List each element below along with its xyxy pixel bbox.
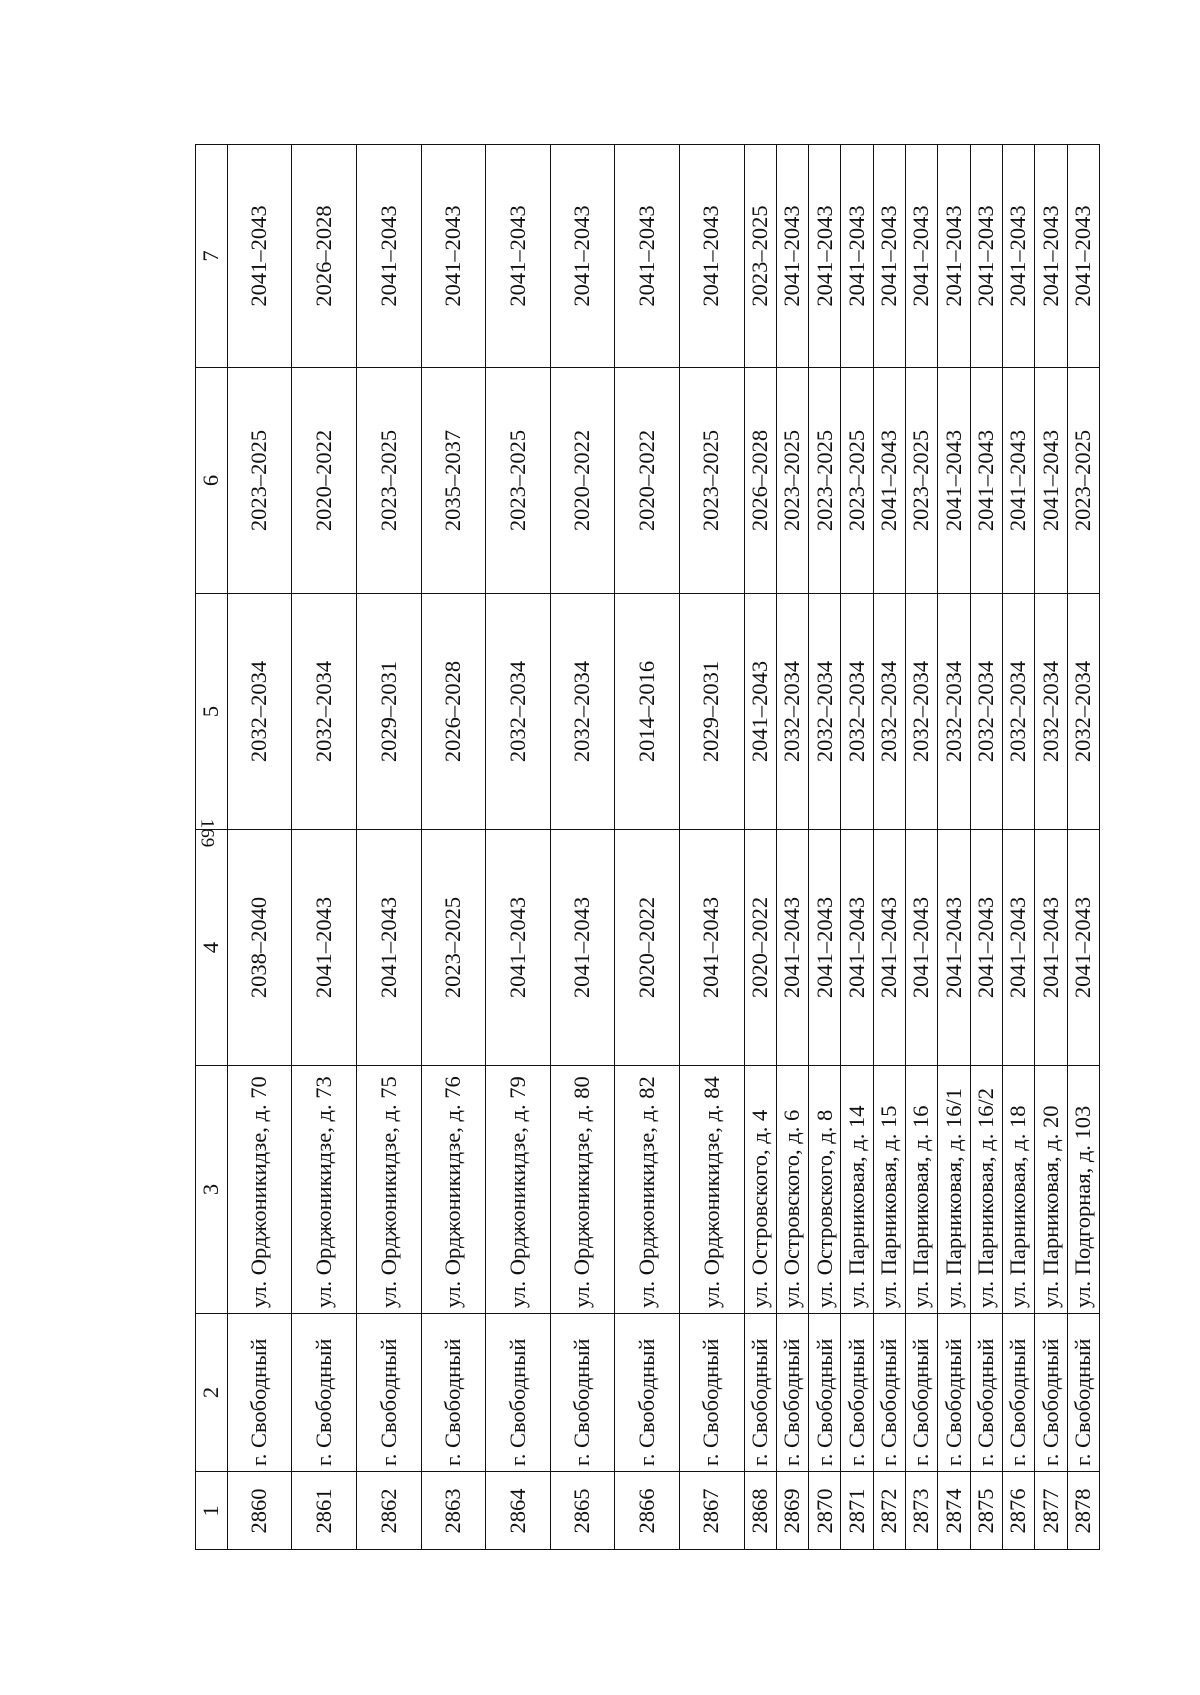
table-cell: 2041–2043 <box>679 830 744 1066</box>
table-cell: г. Свободный <box>292 1314 357 1472</box>
table-body <box>196 145 1100 1550</box>
table-cell: 2041–2043 <box>356 830 421 1066</box>
table-cell: 2020–2022 <box>615 830 680 1066</box>
table-cell: ул. Орджоникидзе, д. 73 <box>292 1066 357 1314</box>
table-cell: г. Свободный <box>356 1314 421 1472</box>
table-row <box>776 145 808 1550</box>
table-cell: 2874 <box>938 1472 970 1550</box>
table-cell: 2869 <box>776 1472 808 1550</box>
table-cell: г. Свободный <box>679 1314 744 1472</box>
table-cell: 2041–2043 <box>1035 830 1067 1066</box>
table-row <box>227 145 292 1550</box>
table-cell: 2041–2043 <box>421 145 486 368</box>
table-cell: ул. Орджоникидзе, д. 70 <box>227 1066 292 1314</box>
table-cell: ул. Орджоникидзе, д. 75 <box>356 1066 421 1314</box>
table-cell: 2041–2043 <box>227 145 292 368</box>
table-cell: 2041–2043 <box>550 145 615 368</box>
header-cell: 3 <box>196 1066 228 1314</box>
table-cell: г. Свободный <box>776 1314 808 1472</box>
table-cell: 2863 <box>421 1472 486 1550</box>
table-cell: 2026–2028 <box>421 594 486 830</box>
table-cell: г. Свободный <box>486 1314 551 1472</box>
table-cell: 2041–2043 <box>809 830 841 1066</box>
table-cell: г. Свободный <box>938 1314 970 1472</box>
header-cell: 7 <box>196 145 228 368</box>
table-cell: 2041–2043 <box>938 145 970 368</box>
table-cell: 2023–2025 <box>227 368 292 594</box>
table-cell: ул. Парниковая, д. 16/2 <box>970 1066 1002 1314</box>
table-cell: ул. Парниковая, д. 18 <box>1002 1066 1034 1314</box>
table-cell: ул. Парниковая, д. 16 <box>906 1066 938 1314</box>
table-cell: 2023–2025 <box>356 368 421 594</box>
table-cell: 2041–2043 <box>873 145 905 368</box>
table-cell: 2035–2037 <box>421 368 486 594</box>
table-cell: г. Свободный <box>744 1314 776 1472</box>
table-cell: 2032–2034 <box>1067 594 1100 830</box>
table-row <box>421 145 486 1550</box>
table-cell: 2026–2028 <box>292 145 357 368</box>
table-cell: 2023–2025 <box>744 145 776 368</box>
table-cell: г. Свободный <box>873 1314 905 1472</box>
table-cell: ул. Орджоникидзе, д. 84 <box>679 1066 744 1314</box>
table-cell: 2041–2043 <box>292 830 357 1066</box>
table-cell: 2032–2034 <box>841 594 873 830</box>
table-row <box>1002 145 1034 1550</box>
table-cell: 2020–2022 <box>292 368 357 594</box>
table-row <box>970 145 1002 1550</box>
table-cell: г. Свободный <box>550 1314 615 1472</box>
header-cell: 1 <box>196 1472 228 1550</box>
table-cell: 2870 <box>809 1472 841 1550</box>
table-cell: 2864 <box>486 1472 551 1550</box>
table-cell: 2041–2043 <box>970 145 1002 368</box>
table-row <box>356 145 421 1550</box>
table-row <box>615 145 680 1550</box>
table-cell: 2023–2025 <box>421 830 486 1066</box>
table-cell: 2032–2034 <box>970 594 1002 830</box>
table-row <box>938 145 970 1550</box>
table-cell: 2041–2043 <box>1002 830 1034 1066</box>
table-cell: 2876 <box>1002 1472 1034 1550</box>
table-row <box>873 145 905 1550</box>
table-cell: ул. Орджоникидзе, д. 79 <box>486 1066 551 1314</box>
table-cell: ул. Островского, д. 4 <box>744 1066 776 1314</box>
table-cell: 2023–2025 <box>679 368 744 594</box>
table-cell: 2032–2034 <box>938 594 970 830</box>
table-cell: 2026–2028 <box>744 368 776 594</box>
data-table <box>195 144 1100 1550</box>
table-cell: 2032–2034 <box>550 594 615 830</box>
table-cell: 2041–2043 <box>1002 368 1034 594</box>
table-row <box>1067 145 1100 1550</box>
table-cell: г. Свободный <box>1067 1314 1100 1472</box>
table-cell: 2041–2043 <box>1035 145 1067 368</box>
table-area <box>195 145 1200 1534</box>
table-cell: г. Свободный <box>421 1314 486 1472</box>
table-cell: ул. Подгорная, д. 103 <box>1067 1066 1100 1314</box>
table-cell: 2865 <box>550 1472 615 1550</box>
table-cell: 2041–2043 <box>841 145 873 368</box>
table-cell: 2041–2043 <box>486 145 551 368</box>
table-cell: 2032–2034 <box>906 594 938 830</box>
table-cell: 2041–2043 <box>776 830 808 1066</box>
table-cell: 2041–2043 <box>809 145 841 368</box>
table-cell: 2041–2043 <box>873 368 905 594</box>
table-cell: 2041–2043 <box>1002 145 1034 368</box>
table-cell: 2872 <box>873 1472 905 1550</box>
table-cell: 2023–2025 <box>809 368 841 594</box>
table-cell: 2877 <box>1035 1472 1067 1550</box>
table-cell: 2867 <box>679 1472 744 1550</box>
table-cell: 2032–2034 <box>1002 594 1034 830</box>
table-cell: 2014–2016 <box>615 594 680 830</box>
table-cell: 2871 <box>841 1472 873 1550</box>
table-cell: 2041–2043 <box>615 145 680 368</box>
table-cell: 2041–2043 <box>873 830 905 1066</box>
table-cell: г. Свободный <box>906 1314 938 1472</box>
table-cell: 2032–2034 <box>776 594 808 830</box>
table-cell: 2023–2025 <box>906 368 938 594</box>
table-cell: г. Свободный <box>227 1314 292 1472</box>
table-cell: ул. Парниковая, д. 20 <box>1035 1066 1067 1314</box>
table-cell: 2020–2022 <box>550 368 615 594</box>
table-cell: 2023–2025 <box>1067 368 1100 594</box>
table-cell: 2032–2034 <box>227 594 292 830</box>
table-cell: 2041–2043 <box>841 830 873 1066</box>
table-row <box>841 145 873 1550</box>
table-cell: 2032–2034 <box>873 594 905 830</box>
table-cell: 2041–2043 <box>1067 145 1100 368</box>
table-cell: 2041–2043 <box>906 830 938 1066</box>
table-cell: 2041–2043 <box>486 830 551 1066</box>
table-cell: 2032–2034 <box>809 594 841 830</box>
table-cell: 2862 <box>356 1472 421 1550</box>
table-cell: 2023–2025 <box>486 368 551 594</box>
header-cell: 6 <box>196 368 228 594</box>
table-row <box>486 145 551 1550</box>
table-cell: 2866 <box>615 1472 680 1550</box>
table-cell: 2041–2043 <box>938 830 970 1066</box>
table-cell: г. Свободный <box>809 1314 841 1472</box>
table-cell: ул. Островского, д. 6 <box>776 1066 808 1314</box>
table-row <box>809 145 841 1550</box>
table-cell: ул. Орджоникидзе, д. 82 <box>615 1066 680 1314</box>
table-cell: 2020–2022 <box>744 830 776 1066</box>
table-cell: 2023–2025 <box>776 368 808 594</box>
table-row <box>292 145 357 1550</box>
table-cell: 2041–2043 <box>1067 830 1100 1066</box>
table-cell: 2878 <box>1067 1472 1100 1550</box>
table-cell: 2041–2043 <box>970 368 1002 594</box>
table-cell: 2041–2043 <box>906 145 938 368</box>
table-cell: 2023–2025 <box>841 368 873 594</box>
table-cell: г. Свободный <box>1002 1314 1034 1472</box>
table-cell: 2875 <box>970 1472 1002 1550</box>
table-cell: 2041–2043 <box>550 830 615 1066</box>
table-row <box>1035 145 1067 1550</box>
table-cell: ул. Орджоникидзе, д. 76 <box>421 1066 486 1314</box>
table-cell: 2860 <box>227 1472 292 1550</box>
table-cell: 2029–2031 <box>356 594 421 830</box>
table-cell: г. Свободный <box>841 1314 873 1472</box>
table-cell: 2032–2034 <box>1035 594 1067 830</box>
table-cell: 2029–2031 <box>679 594 744 830</box>
table-cell: г. Свободный <box>615 1314 680 1472</box>
header-row <box>196 145 228 1550</box>
table-cell: 2041–2043 <box>679 145 744 368</box>
table-row <box>744 145 776 1550</box>
table-cell: 2032–2034 <box>486 594 551 830</box>
table-row <box>679 145 744 1550</box>
table-cell: ул. Орджоникидзе, д. 80 <box>550 1066 615 1314</box>
header-cell: 5 <box>196 594 228 830</box>
table-cell: ул. Парниковая, д. 16/1 <box>938 1066 970 1314</box>
header-cell: 4 <box>196 830 228 1066</box>
table-cell: 2041–2043 <box>970 830 1002 1066</box>
table-cell: 2868 <box>744 1472 776 1550</box>
rotated-table-wrapper <box>195 145 1100 1550</box>
table-cell: ул. Парниковая, д. 15 <box>873 1066 905 1314</box>
table-cell: ул. Парниковая, д. 14 <box>841 1066 873 1314</box>
table-cell: 2041–2043 <box>356 145 421 368</box>
table-cell: 2041–2043 <box>938 368 970 594</box>
table-cell: 2038–2040 <box>227 830 292 1066</box>
table-row <box>550 145 615 1550</box>
table-cell: 2861 <box>292 1472 357 1550</box>
table-cell: 2020–2022 <box>615 368 680 594</box>
page-number: 169 <box>196 818 218 848</box>
table-cell: 2032–2034 <box>292 594 357 830</box>
table-cell: г. Свободный <box>1035 1314 1067 1472</box>
table-cell: г. Свободный <box>970 1314 1002 1472</box>
table-cell: ул. Островского, д. 8 <box>809 1066 841 1314</box>
table-row <box>906 145 938 1550</box>
table-cell: 2041–2043 <box>776 145 808 368</box>
header-cell: 2 <box>196 1314 228 1472</box>
table-cell: 2041–2043 <box>1035 368 1067 594</box>
table-cell: 2041–2043 <box>744 594 776 830</box>
table-cell: 2873 <box>906 1472 938 1550</box>
